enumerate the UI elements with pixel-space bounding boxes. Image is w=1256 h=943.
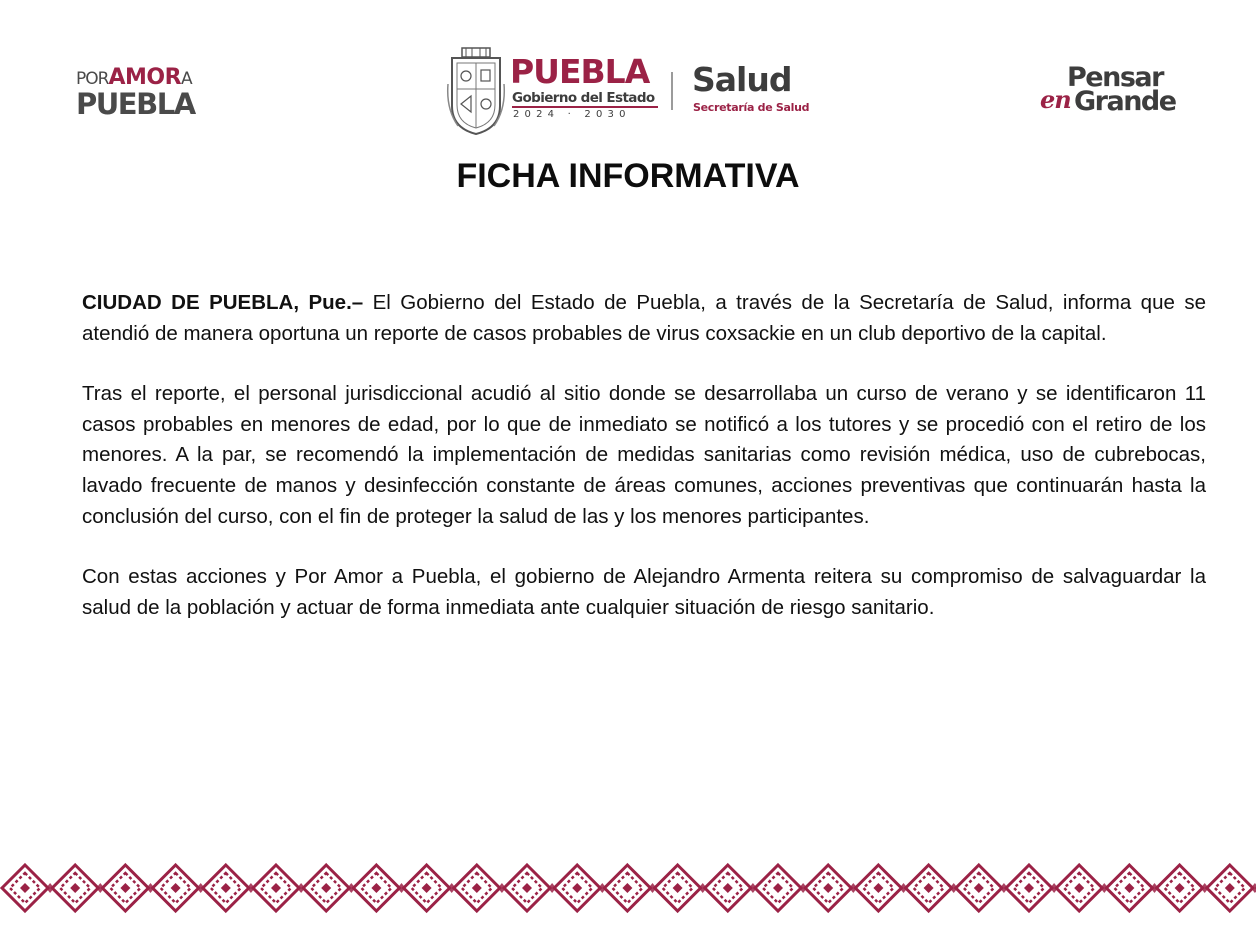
paragraph-2 [82, 379, 1206, 532]
logo-salud: Salud [692, 60, 792, 99]
logo-left-amor: AMOR [108, 65, 182, 90]
logo-left-a: A [181, 69, 192, 89]
logo-puebla-name: PUEBLA [510, 52, 650, 91]
logo-left-por: POR [76, 69, 109, 89]
paragraph-text: El Gobierno del Estado de Puebla, a través de la Secretaría de Salud, informa que se atendió de manera oportuna un reporte de casos probables de virus coxsackie en un club deportivo de la capital. [82, 291, 1206, 345]
logo-divider [671, 72, 673, 110]
logo-en: en [1040, 85, 1071, 114]
document-title: FICHA INFORMATIVA [456, 157, 800, 195]
logo-grande: Grande [1074, 86, 1176, 117]
logo-years: 2024 · 2030 [513, 109, 631, 120]
logo-left-puebla: PUEBLA [76, 87, 195, 121]
por-amor-a-puebla-logo [76, 65, 226, 121]
paragraph-lead: CIUDAD DE PUEBLA, Pue.– [82, 291, 364, 314]
logo-rule [512, 106, 658, 108]
logo-secretaria-salud: Secretaría de Salud [693, 101, 810, 114]
paragraph-3 [82, 562, 1206, 623]
logo-gobierno-subtitle: Gobierno del Estado [512, 90, 655, 106]
paragraph-text: Con estas acciones y Por Amor a Puebla, el gobierno de Alejandro Armenta reitera su compromiso de salvaguardar la salud de la población y actuar de forma inmediata ante cualquier situación de riesgo sanitario. [82, 565, 1206, 619]
coat-of-arms-icon [446, 44, 506, 136]
gobierno-puebla-salud-logo [446, 44, 816, 136]
logo-pensar: Pensar [1067, 62, 1163, 93]
paragraph-text: Tras el reporte, el personal jurisdiccional acudió al sitio donde se desarrollaba un curso de verano y se identificaron 11 casos probables en menores de edad, por lo que de inmediato se notificó a los tutores y se procedió con el retiro de los menores. A la par, se recomendó la implementación de medidas sanitarias como revisión médica, uso de cubrebocas, lavado frecuente de manos y desinfección constante de áreas comunes, acciones preventivas que continuarán hasta la conclusión del curso, con el fin de proteger la salud de las y los menores participantes. [82, 382, 1206, 528]
paragraph-1 [82, 288, 1206, 349]
document-body [82, 288, 1206, 653]
pensar-en-grande-logo [1040, 64, 1200, 122]
diamond-pattern-icon [0, 860, 1256, 916]
